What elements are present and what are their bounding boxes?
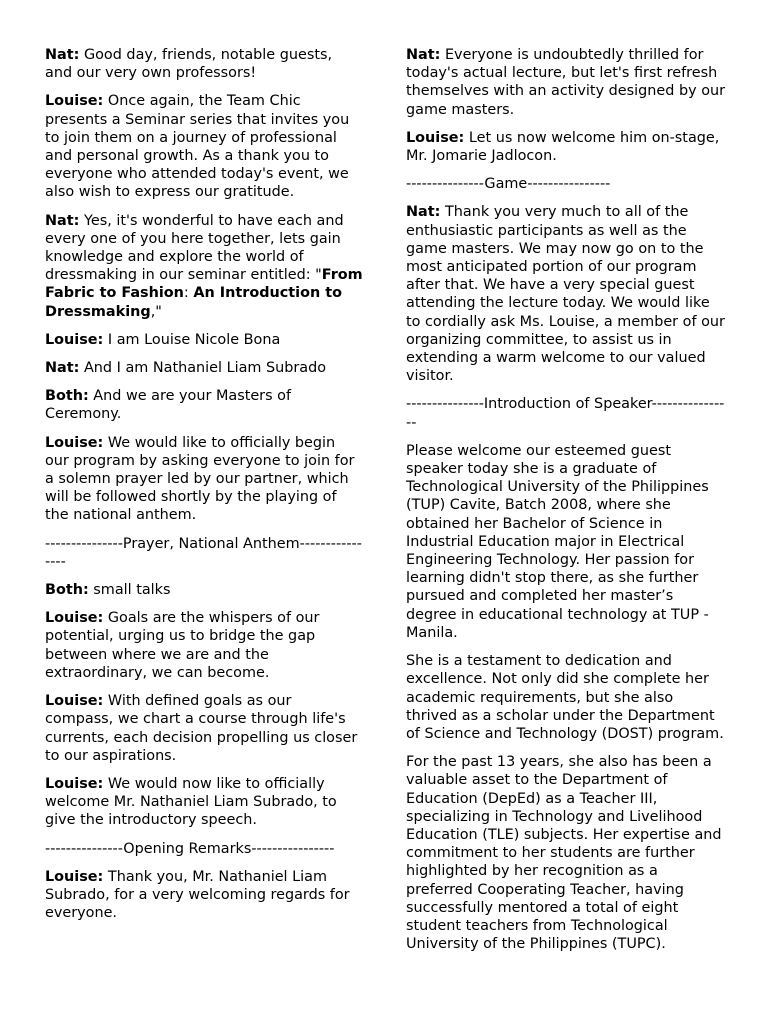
right-column [406,46,728,963]
paragraph-text: Thank you, Mr. Nathaniel Liam Subrado, for a very welcoming regards for everyone. [45,868,350,922]
section-divider: ---------------Game---------------- [406,176,611,193]
paragraph-text: Everyone is undoubtedly thrilled for today's actual lecture, but let's first refresh themselves with an activity designed by our game masters. [406,47,726,118]
paragraph [45,46,363,82]
paragraph [45,692,363,765]
speaker-label: Nat: [45,360,80,377]
paragraph-text: Once again, the Team Chic presents a Seminar series that invites you to join them on a journey of professional and personal growth. As a thank you to everyone who attended today's event, we also wish to express our gratitude. [45,93,350,201]
seminar-title-colon: : [183,285,194,302]
paragraph [45,331,363,349]
paragraph [45,775,363,830]
speaker-label: Louise: [45,610,104,627]
paragraph-text: Good day, friends, notable guests, and our very own professors! [45,47,333,82]
paragraph: For the past 13 years, she also has been a valuable asset to the Department of Education (DepEd) as a Teacher III, specializing in Technology and Livelihood Education (TLE) subjects. Her expertise and commitment to her students are further highlighted by her recognition as a preferred Cooperating Teacher, having successfully mentored a total of eight student teachers from Technological University of the Philippines (TUPC). [406,754,722,953]
paragraph-text: Goals are the whispers of our potential, urging us to bridge the gap between where we are and the extraordinary, we can become. [45,610,320,681]
paragraph [45,359,363,377]
paragraph: She is a testament to dedication and excellence. Not only did she complete her academic requirements, but she also thrived as a scholar under the Department of Science and Technology (DOST) program. [406,653,724,742]
paragraph-text: And I am Nathaniel Liam Subrado [79,360,327,377]
section-divider: ---------------Introduction of Speaker---------------- [406,396,725,431]
paragraph-text: I am Louise Nicole Bona [103,331,281,348]
speaker-label: Louise: [45,331,104,348]
seminar-subtitle: An Introduction to Dressmaking [45,285,343,320]
paragraph [45,212,363,321]
speaker-label: Nat: [45,47,80,63]
paragraph [45,92,363,201]
seminar-title-close: ," [150,303,162,320]
paragraph: Please welcome our esteemed guest speaker today she is a graduate of Technological University of the Philippines (TUP) Cavite, Batch 2008, where she obtained her Bachelor of Science in Industrial Education major in Electrical Engineering Technology. Her passion for learning didn't stop there, as she further pursued and completed her master’s degree in educational technology at TUP - Manila. [406,442,709,641]
seminar-title: From Fabric to Fashion [45,267,363,302]
section-divider: ---------------Prayer, National Anthem---------------- [45,535,362,570]
paragraph [45,868,363,923]
speaker-label: Louise: [45,434,104,451]
paragraph-text: Yes, it's wonderful to have each and every one of you here together, lets gain knowledge and explore the world of dressmaking in our seminar entitled: " [45,212,344,284]
paragraph [45,387,363,423]
speaker-label: Both: [45,388,89,405]
paragraph [45,609,363,682]
paragraph-text: And we are your Masters of Ceremony. [45,388,292,423]
speaker-label: Louise: [45,93,104,110]
speaker-label: Both: [45,582,89,599]
speaker-label: Louise: [406,129,465,146]
speaker-label: Louise: [45,868,104,885]
paragraph [45,581,363,599]
paragraph-text: small talks [88,582,171,599]
paragraph-text: Thank you very much to all of the enthusiastic participants as well as the game masters. We may now go on to the most anticipated portion of our program after that. We have a very special guest attending the lecture today. We would like to cordially ask Ms. Louise, a member of our organizing committee, to assist us in extending a warm welcome to our valued visitor. [406,204,725,385]
paragraph [45,434,363,525]
speaker-label: Nat: [406,204,441,221]
paragraph-text: We would like to officially begin our program by asking everyone to join for a solemn prayer led by our partner, which will be followed shortly by the playing of the national anthem. [45,434,355,524]
speaker-label: Nat: [45,212,80,229]
speaker-label: Louise: [45,693,104,710]
paragraph [406,129,728,165]
section-divider: ---------------Opening Remarks---------------- [45,840,335,857]
paragraph-text: We would now like to officially welcome Mr. Nathaniel Liam Subrado, to give the introductory speech. [45,775,337,829]
paragraph-text: With defined goals as our compass, we chart a course through life's currents, each decision propelling us closer to our aspirations. [45,693,358,764]
paragraph-text: Let us now welcome him on-stage, Mr. Jomarie Jadlocon. [406,129,720,165]
paragraph [406,46,728,119]
speaker-label: Louise: [45,775,104,792]
left-column [45,46,363,932]
speaker-label: Nat: [406,47,441,63]
paragraph [406,203,728,385]
